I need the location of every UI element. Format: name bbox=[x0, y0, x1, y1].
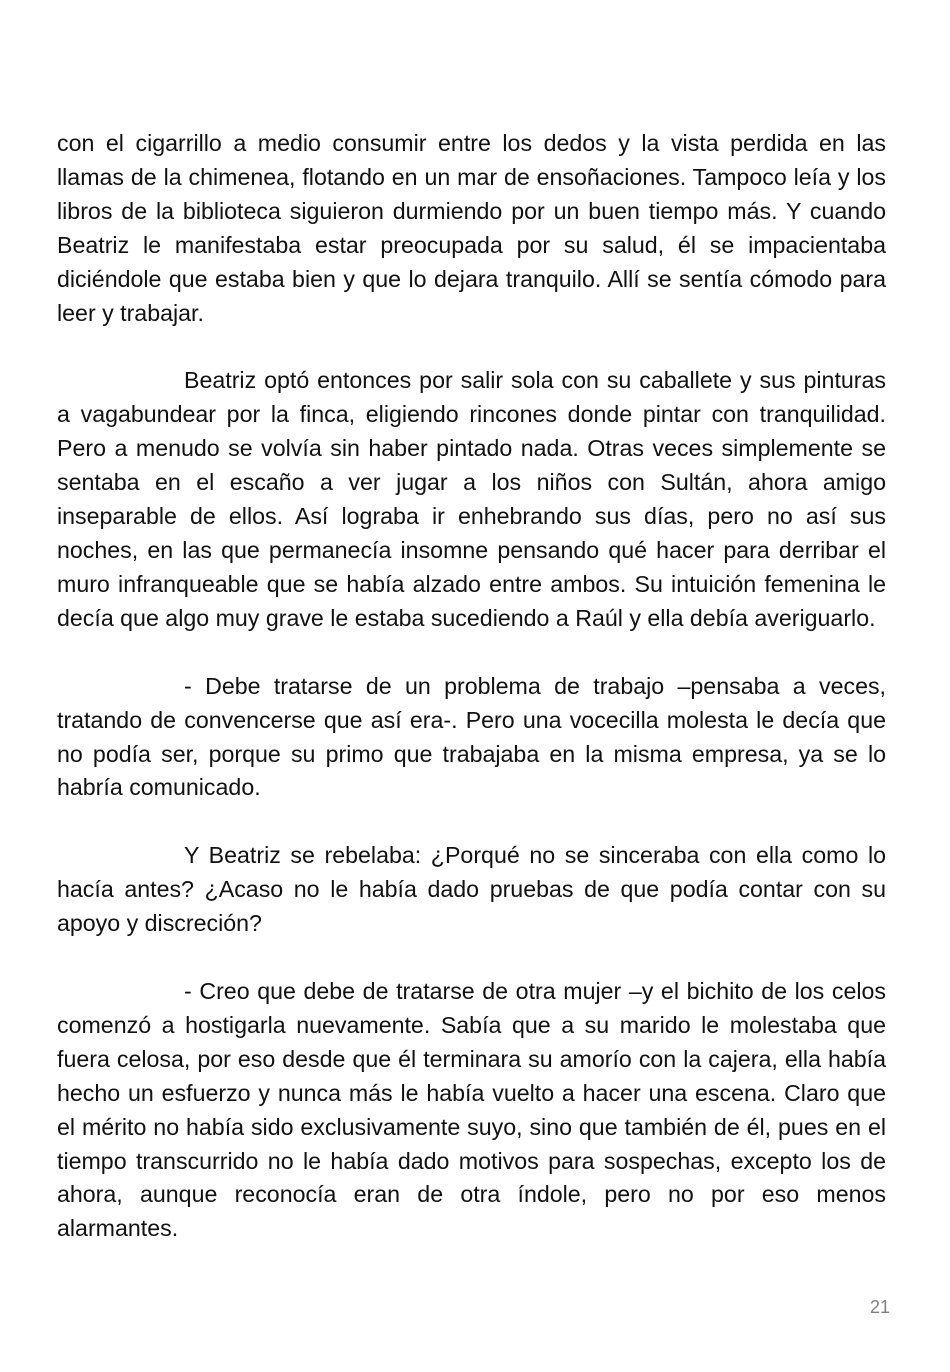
paragraph-2: Beatriz optó entonces por salir sola con su caballete y sus pinturas a vagabundear por la finca, eligiendo rincones donde pintar con tranquilidad. Pero a menudo se volvía sin haber pintado nada. Otras veces simplemente se sentaba en el escaño a ver jugar a los niños con Sultán, ahora amigo inseparable de ellos. Así lograba ir enhebrando sus días, pero no así sus noches, en las que permanecía insomne pensando qué hacer para derribar el muro infranqueable que se había alzado entre ambos. Su intuición femenina le decía que algo muy grave le estaba sucediendo a Raúl y ella debía averiguarlo. bbox=[57, 367, 886, 631]
paragraph-gap bbox=[57, 330, 886, 364]
paragraph-gap bbox=[57, 636, 886, 670]
paragraph-4: Y Beatriz se rebelaba: ¿Porqué no se sinceraba con ella como lo hacía antes? ¿Acaso no le había dado pruebas de que podía contar con su apoyo y discreción? bbox=[57, 842, 886, 937]
paragraph-5: - Creo que debe de tratarse de otra mujer –y el bichito de los celos comenzó a hostigarla nuevamente. Sabía que a su marido le molestaba que fuera celosa, por eso desde que él terminara su amorío con la cajera, ella había hecho un esfuerzo y nunca más le había vuelto a hacer una escena. Claro que el mérito no había sido exclusivamente suyo, sino que también de él, pues en el tiempo transcurrido no le había dado motivos para sospechas, excepto los de ahora, aunque reconocía eran de otra índole, pero no por eso menos alarmantes. bbox=[57, 978, 886, 1242]
page-number: 21 bbox=[869, 1297, 890, 1317]
paragraph-gap bbox=[57, 941, 886, 975]
page-body bbox=[57, 127, 886, 1246]
paragraph-1: con el cigarrillo a medio consumir entre los dedos y la vista perdida en las llamas de la chimenea, flotando en un mar de ensoñaciones. Tampoco leía y los libros de la biblioteca siguieron durmiendo por un buen tiempo más. Y cuando Beatriz le manifestaba estar preocupada por su salud, él se impacientaba diciéndole que estaba bien y que lo dejara tranquilo. Allí se sentía cómodo para leer y trabajar. bbox=[57, 130, 886, 326]
paragraph-gap bbox=[57, 805, 886, 839]
paragraph-3: - Debe tratarse de un problema de trabajo –pensaba a veces, tratando de convencerse que así era-. Pero una vocecilla molesta le decía que no podía ser, porque su primo que trabajaba en la misma empresa, ya se lo habría comunicado. bbox=[57, 672, 886, 801]
